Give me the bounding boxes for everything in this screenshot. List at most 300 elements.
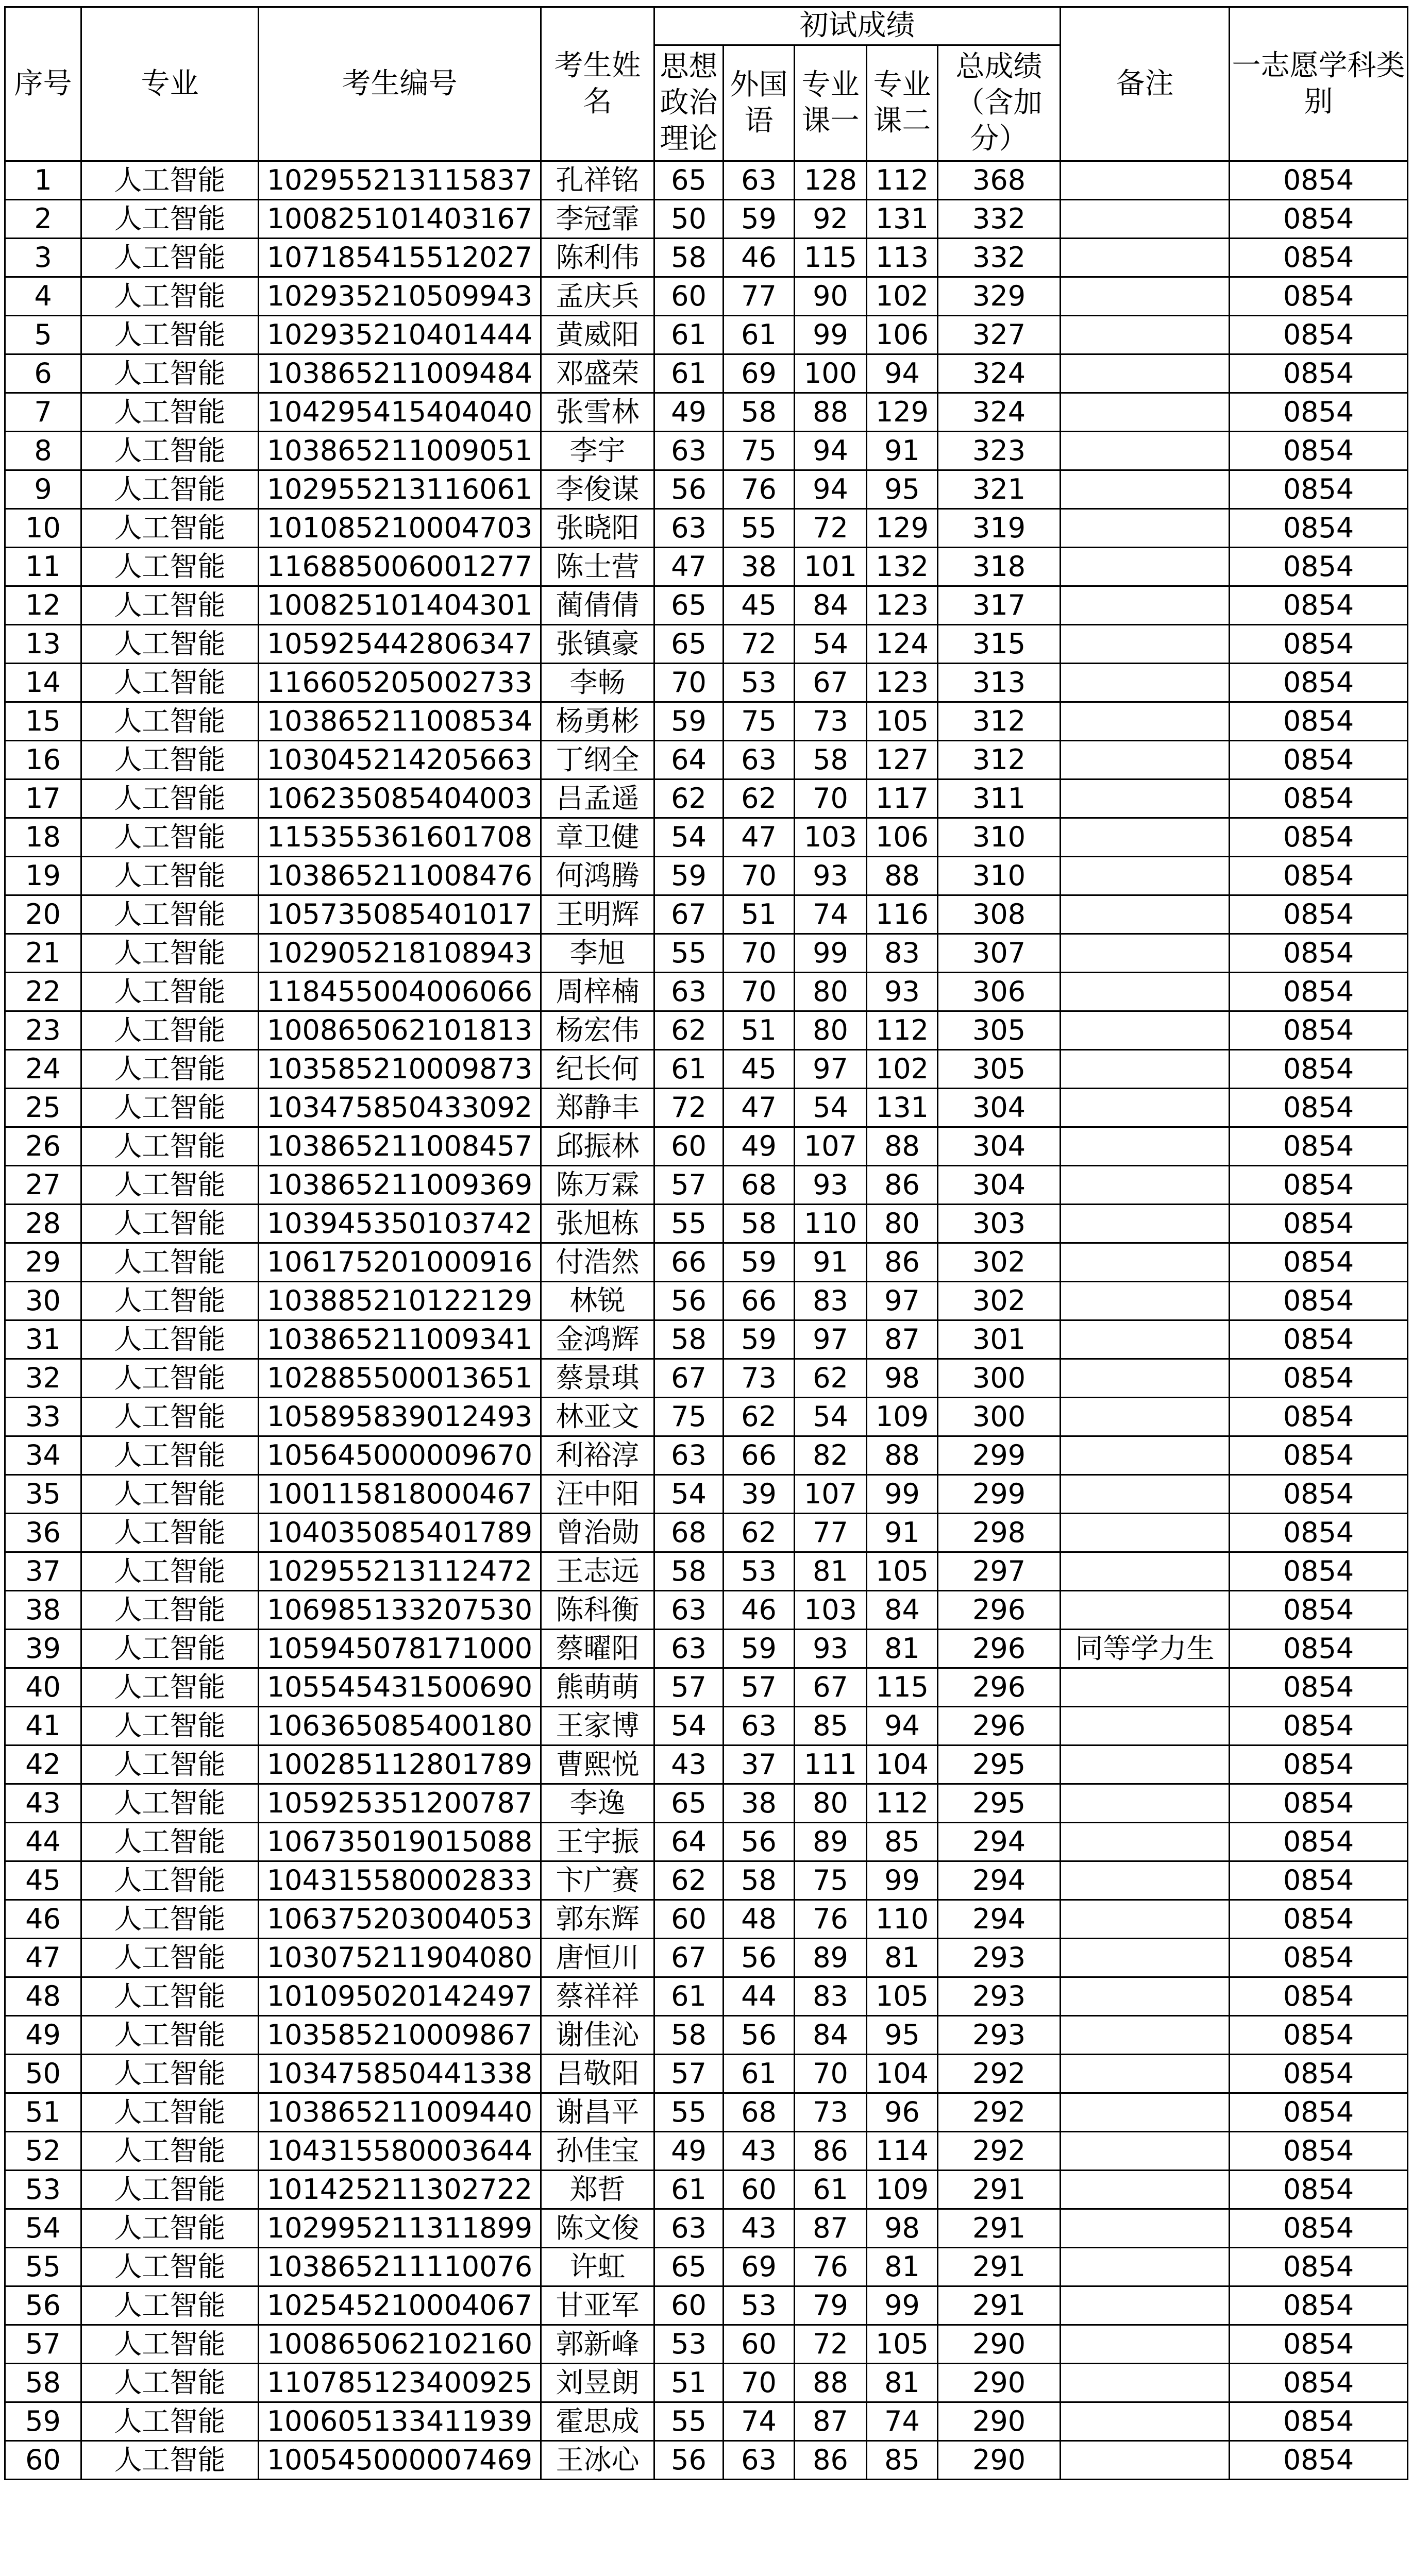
cell-politics: 62: [654, 1861, 724, 1900]
cell-name: 蔡景琪: [541, 1359, 654, 1398]
cell-foreign-lang: 70: [724, 934, 795, 973]
cell-major-course-2: 81: [867, 2364, 938, 2402]
cell-major: 人工智能: [81, 1359, 259, 1398]
cell-major-course-2: 114: [867, 2132, 938, 2171]
cell-name: 李宇: [541, 432, 654, 470]
cell-first-choice-category: 0854: [1230, 1205, 1408, 1243]
cell-candidate-id: 107185415512027: [259, 239, 541, 277]
cell-major-course-1: 83: [795, 1977, 867, 2016]
cell-index: 57: [5, 2325, 81, 2364]
table-row: [5, 857, 1408, 895]
cell-candidate-id: 103885210122129: [259, 1282, 541, 1320]
cell-major: 人工智能: [81, 1050, 259, 1089]
cell-major-course-1: 90: [795, 277, 867, 316]
cell-total: 305: [938, 1011, 1061, 1050]
cell-first-choice-category: 0854: [1230, 1514, 1408, 1552]
cell-politics: 62: [654, 779, 724, 818]
cell-foreign-lang: 63: [724, 741, 795, 779]
cell-foreign-lang: 68: [724, 2093, 795, 2132]
cell-major-course-2: 98: [867, 1359, 938, 1398]
cell-candidate-id: 105545431500690: [259, 1668, 541, 1707]
cell-name: 张镇豪: [541, 625, 654, 664]
cell-name: 卞广赛: [541, 1861, 654, 1900]
cell-foreign-lang: 53: [724, 2286, 795, 2325]
cell-index: 31: [5, 1320, 81, 1359]
cell-politics: 58: [654, 1320, 724, 1359]
cell-politics: 61: [654, 1050, 724, 1089]
cell-major: 人工智能: [81, 1552, 259, 1591]
cell-politics: 65: [654, 1784, 724, 1823]
cell-major-course-1: 76: [795, 2248, 867, 2286]
cell-total: 317: [938, 586, 1061, 625]
cell-politics: 55: [654, 2093, 724, 2132]
cell-foreign-lang: 45: [724, 586, 795, 625]
table-row: [5, 277, 1408, 316]
cell-foreign-lang: 38: [724, 1784, 795, 1823]
cell-foreign-lang: 70: [724, 2364, 795, 2402]
cell-remark: [1061, 586, 1230, 625]
table-row: [5, 2402, 1408, 2441]
cell-first-choice-category: 0854: [1230, 1398, 1408, 1436]
table-row: [5, 1668, 1408, 1707]
header-total: 总成绩（含加分）: [938, 45, 1061, 161]
cell-foreign-lang: 77: [724, 277, 795, 316]
cell-name: 李旭: [541, 934, 654, 973]
cell-remark: [1061, 2364, 1230, 2402]
cell-remark: [1061, 1127, 1230, 1166]
cell-total: 290: [938, 2402, 1061, 2441]
cell-name: 金鸿辉: [541, 1320, 654, 1359]
cell-candidate-id: 104295415404040: [259, 393, 541, 432]
cell-index: 21: [5, 934, 81, 973]
cell-candidate-id: 102885500013651: [259, 1359, 541, 1398]
cell-foreign-lang: 63: [724, 161, 795, 200]
cell-candidate-id: 100285112801789: [259, 1745, 541, 1784]
cell-major-course-1: 97: [795, 1050, 867, 1089]
cell-remark: [1061, 2209, 1230, 2248]
cell-foreign-lang: 51: [724, 1011, 795, 1050]
table-row: [5, 1861, 1408, 1900]
cell-total: 324: [938, 393, 1061, 432]
cell-name: 李逸: [541, 1784, 654, 1823]
cell-total: 308: [938, 895, 1061, 934]
cell-politics: 55: [654, 2402, 724, 2441]
cell-remark: [1061, 200, 1230, 239]
cell-total: 294: [938, 1823, 1061, 1861]
cell-major-course-2: 131: [867, 200, 938, 239]
cell-first-choice-category: 0854: [1230, 1436, 1408, 1475]
cell-major-course-1: 91: [795, 1243, 867, 1282]
cell-first-choice-category: 0854: [1230, 1359, 1408, 1398]
cell-major-course-1: 75: [795, 1861, 867, 1900]
cell-remark: [1061, 1011, 1230, 1050]
cell-candidate-id: 102545210004067: [259, 2286, 541, 2325]
cell-candidate-id: 118455004006066: [259, 973, 541, 1011]
cell-name: 汪中阳: [541, 1475, 654, 1514]
cell-major-course-1: 85: [795, 1707, 867, 1745]
cell-candidate-id: 100825101404301: [259, 586, 541, 625]
cell-total: 297: [938, 1552, 1061, 1591]
cell-politics: 66: [654, 1243, 724, 1282]
cell-major-course-2: 105: [867, 2325, 938, 2364]
cell-index: 8: [5, 432, 81, 470]
cell-index: 27: [5, 1166, 81, 1205]
cell-candidate-id: 105895839012493: [259, 1398, 541, 1436]
cell-index: 26: [5, 1127, 81, 1166]
cell-first-choice-category: 0854: [1230, 1127, 1408, 1166]
table-row: [5, 1089, 1408, 1127]
cell-total: 312: [938, 741, 1061, 779]
cell-total: 293: [938, 1977, 1061, 2016]
cell-remark: [1061, 1166, 1230, 1205]
cell-candidate-id: 106375203004053: [259, 1900, 541, 1939]
cell-candidate-id: 104035085401789: [259, 1514, 541, 1552]
cell-major-course-2: 113: [867, 239, 938, 277]
cell-remark: [1061, 818, 1230, 857]
cell-candidate-id: 105925442806347: [259, 625, 541, 664]
cell-major-course-1: 101: [795, 548, 867, 586]
cell-first-choice-category: 0854: [1230, 586, 1408, 625]
cell-major-course-2: 112: [867, 1784, 938, 1823]
cell-remark: [1061, 1320, 1230, 1359]
cell-total: 302: [938, 1243, 1061, 1282]
cell-remark: [1061, 1977, 1230, 2016]
header-major: 专业: [81, 7, 259, 161]
cell-candidate-id: 116605205002733: [259, 664, 541, 702]
cell-total: 295: [938, 1745, 1061, 1784]
cell-remark: [1061, 1784, 1230, 1823]
cell-first-choice-category: 0854: [1230, 1050, 1408, 1089]
cell-first-choice-category: 0854: [1230, 2132, 1408, 2171]
cell-total: 329: [938, 277, 1061, 316]
cell-total: 292: [938, 2093, 1061, 2132]
cell-index: 32: [5, 1359, 81, 1398]
cell-index: 46: [5, 1900, 81, 1939]
cell-candidate-id: 101085210004703: [259, 509, 541, 548]
cell-name: 熊萌萌: [541, 1668, 654, 1707]
cell-candidate-id: 103475850441338: [259, 2055, 541, 2093]
cell-name: 张旭栋: [541, 1205, 654, 1243]
cell-foreign-lang: 39: [724, 1475, 795, 1514]
cell-foreign-lang: 68: [724, 1166, 795, 1205]
cell-major: 人工智能: [81, 586, 259, 625]
cell-major: 人工智能: [81, 470, 259, 509]
cell-remark: [1061, 1243, 1230, 1282]
cell-first-choice-category: 0854: [1230, 1823, 1408, 1861]
cell-total: 311: [938, 779, 1061, 818]
table-row: [5, 1514, 1408, 1552]
cell-first-choice-category: 0854: [1230, 1089, 1408, 1127]
cell-major: 人工智能: [81, 2055, 259, 2093]
cell-total: 296: [938, 1630, 1061, 1668]
cell-total: 296: [938, 1707, 1061, 1745]
cell-foreign-lang: 62: [724, 779, 795, 818]
table-row: [5, 2093, 1408, 2132]
cell-first-choice-category: 0854: [1230, 432, 1408, 470]
table-row: [5, 1205, 1408, 1243]
table-row: [5, 1707, 1408, 1745]
cell-first-choice-category: 0854: [1230, 2441, 1408, 2480]
cell-index: 3: [5, 239, 81, 277]
cell-name: 谢昌平: [541, 2093, 654, 2132]
cell-major-course-1: 72: [795, 2325, 867, 2364]
cell-candidate-id: 105645000009670: [259, 1436, 541, 1475]
table-row: [5, 2016, 1408, 2055]
table-row: [5, 2171, 1408, 2209]
cell-index: 1: [5, 161, 81, 200]
cell-total: 327: [938, 316, 1061, 354]
cell-foreign-lang: 70: [724, 973, 795, 1011]
cell-major-course-2: 88: [867, 1436, 938, 1475]
cell-index: 45: [5, 1861, 81, 1900]
cell-total: 299: [938, 1436, 1061, 1475]
cell-major-course-1: 97: [795, 1320, 867, 1359]
cell-index: 2: [5, 200, 81, 239]
cell-politics: 49: [654, 393, 724, 432]
cell-remark: [1061, 702, 1230, 741]
cell-name: 蔺倩倩: [541, 586, 654, 625]
cell-major-course-1: 103: [795, 818, 867, 857]
cell-index: 10: [5, 509, 81, 548]
cell-major: 人工智能: [81, 1320, 259, 1359]
header-first-choice-category: 一志愿学科类别: [1230, 7, 1408, 161]
cell-index: 13: [5, 625, 81, 664]
cell-major-course-2: 87: [867, 1320, 938, 1359]
cell-foreign-lang: 48: [724, 1900, 795, 1939]
cell-first-choice-category: 0854: [1230, 2016, 1408, 2055]
cell-total: 304: [938, 1127, 1061, 1166]
cell-politics: 54: [654, 1475, 724, 1514]
cell-remark: [1061, 2055, 1230, 2093]
cell-foreign-lang: 74: [724, 2402, 795, 2441]
cell-major-course-2: 129: [867, 393, 938, 432]
cell-foreign-lang: 46: [724, 239, 795, 277]
cell-politics: 58: [654, 239, 724, 277]
cell-foreign-lang: 56: [724, 2016, 795, 2055]
cell-name: 陈科衡: [541, 1591, 654, 1630]
cell-remark: [1061, 548, 1230, 586]
cell-candidate-id: 102955213116061: [259, 470, 541, 509]
table-row: [5, 1282, 1408, 1320]
cell-politics: 63: [654, 1436, 724, 1475]
cell-total: 296: [938, 1591, 1061, 1630]
cell-foreign-lang: 43: [724, 2209, 795, 2248]
cell-major: 人工智能: [81, 1900, 259, 1939]
cell-candidate-id: 102935210509943: [259, 277, 541, 316]
table-row: [5, 1900, 1408, 1939]
cell-name: 付浩然: [541, 1243, 654, 1282]
cell-total: 304: [938, 1166, 1061, 1205]
cell-candidate-id: 104315580002833: [259, 1861, 541, 1900]
cell-foreign-lang: 46: [724, 1591, 795, 1630]
cell-politics: 61: [654, 1977, 724, 2016]
cell-foreign-lang: 53: [724, 1552, 795, 1591]
cell-name: 甘亚军: [541, 2286, 654, 2325]
cell-major-course-2: 95: [867, 470, 938, 509]
cell-major: 人工智能: [81, 1784, 259, 1823]
cell-remark: [1061, 664, 1230, 702]
cell-total: 294: [938, 1900, 1061, 1939]
cell-major-course-2: 99: [867, 1475, 938, 1514]
cell-major-course-2: 117: [867, 779, 938, 818]
cell-foreign-lang: 56: [724, 1823, 795, 1861]
cell-politics: 67: [654, 1359, 724, 1398]
cell-first-choice-category: 0854: [1230, 1591, 1408, 1630]
cell-remark: [1061, 1668, 1230, 1707]
cell-major-course-1: 87: [795, 2402, 867, 2441]
cell-foreign-lang: 56: [724, 1939, 795, 1977]
table-row: [5, 1243, 1408, 1282]
cell-first-choice-category: 0854: [1230, 625, 1408, 664]
cell-total: 332: [938, 239, 1061, 277]
cell-major-course-2: 124: [867, 625, 938, 664]
cell-first-choice-category: 0854: [1230, 2171, 1408, 2209]
cell-remark: [1061, 1900, 1230, 1939]
cell-candidate-id: 103865211110076: [259, 2248, 541, 2286]
table-body: [5, 161, 1408, 2480]
table-row: [5, 1977, 1408, 2016]
cell-index: 49: [5, 2016, 81, 2055]
cell-candidate-id: 116885006001277: [259, 548, 541, 586]
cell-major-course-1: 73: [795, 702, 867, 741]
table-row: [5, 779, 1408, 818]
header-name: 考生姓名: [541, 7, 654, 161]
cell-index: 50: [5, 2055, 81, 2093]
cell-total: 292: [938, 2055, 1061, 2093]
cell-total: 321: [938, 470, 1061, 509]
cell-first-choice-category: 0854: [1230, 1977, 1408, 2016]
cell-foreign-lang: 43: [724, 2132, 795, 2171]
cell-total: 305: [938, 1050, 1061, 1089]
cell-politics: 49: [654, 2132, 724, 2171]
cell-index: 16: [5, 741, 81, 779]
cell-candidate-id: 102935210401444: [259, 316, 541, 354]
cell-first-choice-category: 0854: [1230, 1745, 1408, 1784]
cell-first-choice-category: 0854: [1230, 2248, 1408, 2286]
table-row: [5, 509, 1408, 548]
cell-candidate-id: 100545000007469: [259, 2441, 541, 2480]
cell-first-choice-category: 0854: [1230, 2055, 1408, 2093]
cell-major: 人工智能: [81, 1707, 259, 1745]
cell-major: 人工智能: [81, 857, 259, 895]
cell-candidate-id: 100825101403167: [259, 200, 541, 239]
cell-major-course-1: 84: [795, 2016, 867, 2055]
cell-first-choice-category: 0854: [1230, 1861, 1408, 1900]
cell-candidate-id: 102905218108943: [259, 934, 541, 973]
table-row: [5, 2441, 1408, 2480]
cell-index: 5: [5, 316, 81, 354]
cell-politics: 63: [654, 1630, 724, 1668]
cell-major-course-2: 123: [867, 586, 938, 625]
cell-major: 人工智能: [81, 161, 259, 200]
cell-index: 51: [5, 2093, 81, 2132]
cell-foreign-lang: 45: [724, 1050, 795, 1089]
cell-total: 312: [938, 702, 1061, 741]
cell-first-choice-category: 0854: [1230, 1282, 1408, 1320]
cell-politics: 55: [654, 1205, 724, 1243]
cell-candidate-id: 106985133207530: [259, 1591, 541, 1630]
cell-first-choice-category: 0854: [1230, 779, 1408, 818]
cell-remark: [1061, 779, 1230, 818]
cell-first-choice-category: 0854: [1230, 2093, 1408, 2132]
cell-remark: [1061, 2402, 1230, 2441]
cell-major-course-1: 76: [795, 1900, 867, 1939]
cell-name: 纪长何: [541, 1050, 654, 1089]
cell-politics: 53: [654, 2325, 724, 2364]
cell-major: 人工智能: [81, 1745, 259, 1784]
cell-total: 301: [938, 1320, 1061, 1359]
cell-index: 9: [5, 470, 81, 509]
cell-foreign-lang: 53: [724, 664, 795, 702]
cell-major-course-1: 54: [795, 1089, 867, 1127]
cell-major-course-1: 61: [795, 2171, 867, 2209]
cell-major: 人工智能: [81, 432, 259, 470]
cell-candidate-id: 105945078171000: [259, 1630, 541, 1668]
cell-major-course-1: 107: [795, 1127, 867, 1166]
cell-index: 58: [5, 2364, 81, 2402]
cell-first-choice-category: 0854: [1230, 1707, 1408, 1745]
cell-foreign-lang: 44: [724, 1977, 795, 2016]
cell-foreign-lang: 75: [724, 432, 795, 470]
cell-index: 40: [5, 1668, 81, 1707]
cell-first-choice-category: 0854: [1230, 895, 1408, 934]
cell-major-course-2: 105: [867, 702, 938, 741]
cell-major-course-1: 54: [795, 625, 867, 664]
cell-major-course-2: 112: [867, 1011, 938, 1050]
cell-remark: [1061, 1398, 1230, 1436]
cell-foreign-lang: 37: [724, 1745, 795, 1784]
cell-major: 人工智能: [81, 741, 259, 779]
cell-major: 人工智能: [81, 1591, 259, 1630]
cell-foreign-lang: 60: [724, 2325, 795, 2364]
cell-major: 人工智能: [81, 2248, 259, 2286]
header-politics: 思想政治理论: [654, 45, 724, 161]
cell-foreign-lang: 62: [724, 1398, 795, 1436]
cell-major-course-2: 115: [867, 1668, 938, 1707]
cell-politics: 51: [654, 2364, 724, 2402]
cell-major-course-1: 115: [795, 239, 867, 277]
cell-index: 47: [5, 1939, 81, 1977]
cell-candidate-id: 103865211009369: [259, 1166, 541, 1205]
cell-candidate-id: 106735019015088: [259, 1823, 541, 1861]
cell-major-course-2: 102: [867, 1050, 938, 1089]
cell-politics: 56: [654, 2441, 724, 2480]
cell-index: 33: [5, 1398, 81, 1436]
table-row: [5, 1127, 1408, 1166]
cell-name: 李俊谋: [541, 470, 654, 509]
header-major-course-2: 专业课二: [867, 45, 938, 161]
cell-major-course-1: 103: [795, 1591, 867, 1630]
cell-politics: 63: [654, 509, 724, 548]
cell-major: 人工智能: [81, 1205, 259, 1243]
table-row: [5, 1823, 1408, 1861]
table-row: [5, 1359, 1408, 1398]
cell-major-course-1: 83: [795, 1282, 867, 1320]
cell-major-course-2: 86: [867, 1166, 938, 1205]
cell-name: 张雪林: [541, 393, 654, 432]
cell-candidate-id: 101425211302722: [259, 2171, 541, 2209]
cell-major-course-2: 93: [867, 973, 938, 1011]
cell-major-course-1: 107: [795, 1475, 867, 1514]
cell-name: 邓盛荣: [541, 354, 654, 393]
cell-total: 299: [938, 1475, 1061, 1514]
cell-politics: 60: [654, 2286, 724, 2325]
cell-name: 黄威阳: [541, 316, 654, 354]
cell-candidate-id: 100605133411939: [259, 2402, 541, 2441]
cell-major: 人工智能: [81, 973, 259, 1011]
cell-total: 304: [938, 1089, 1061, 1127]
cell-total: 313: [938, 664, 1061, 702]
